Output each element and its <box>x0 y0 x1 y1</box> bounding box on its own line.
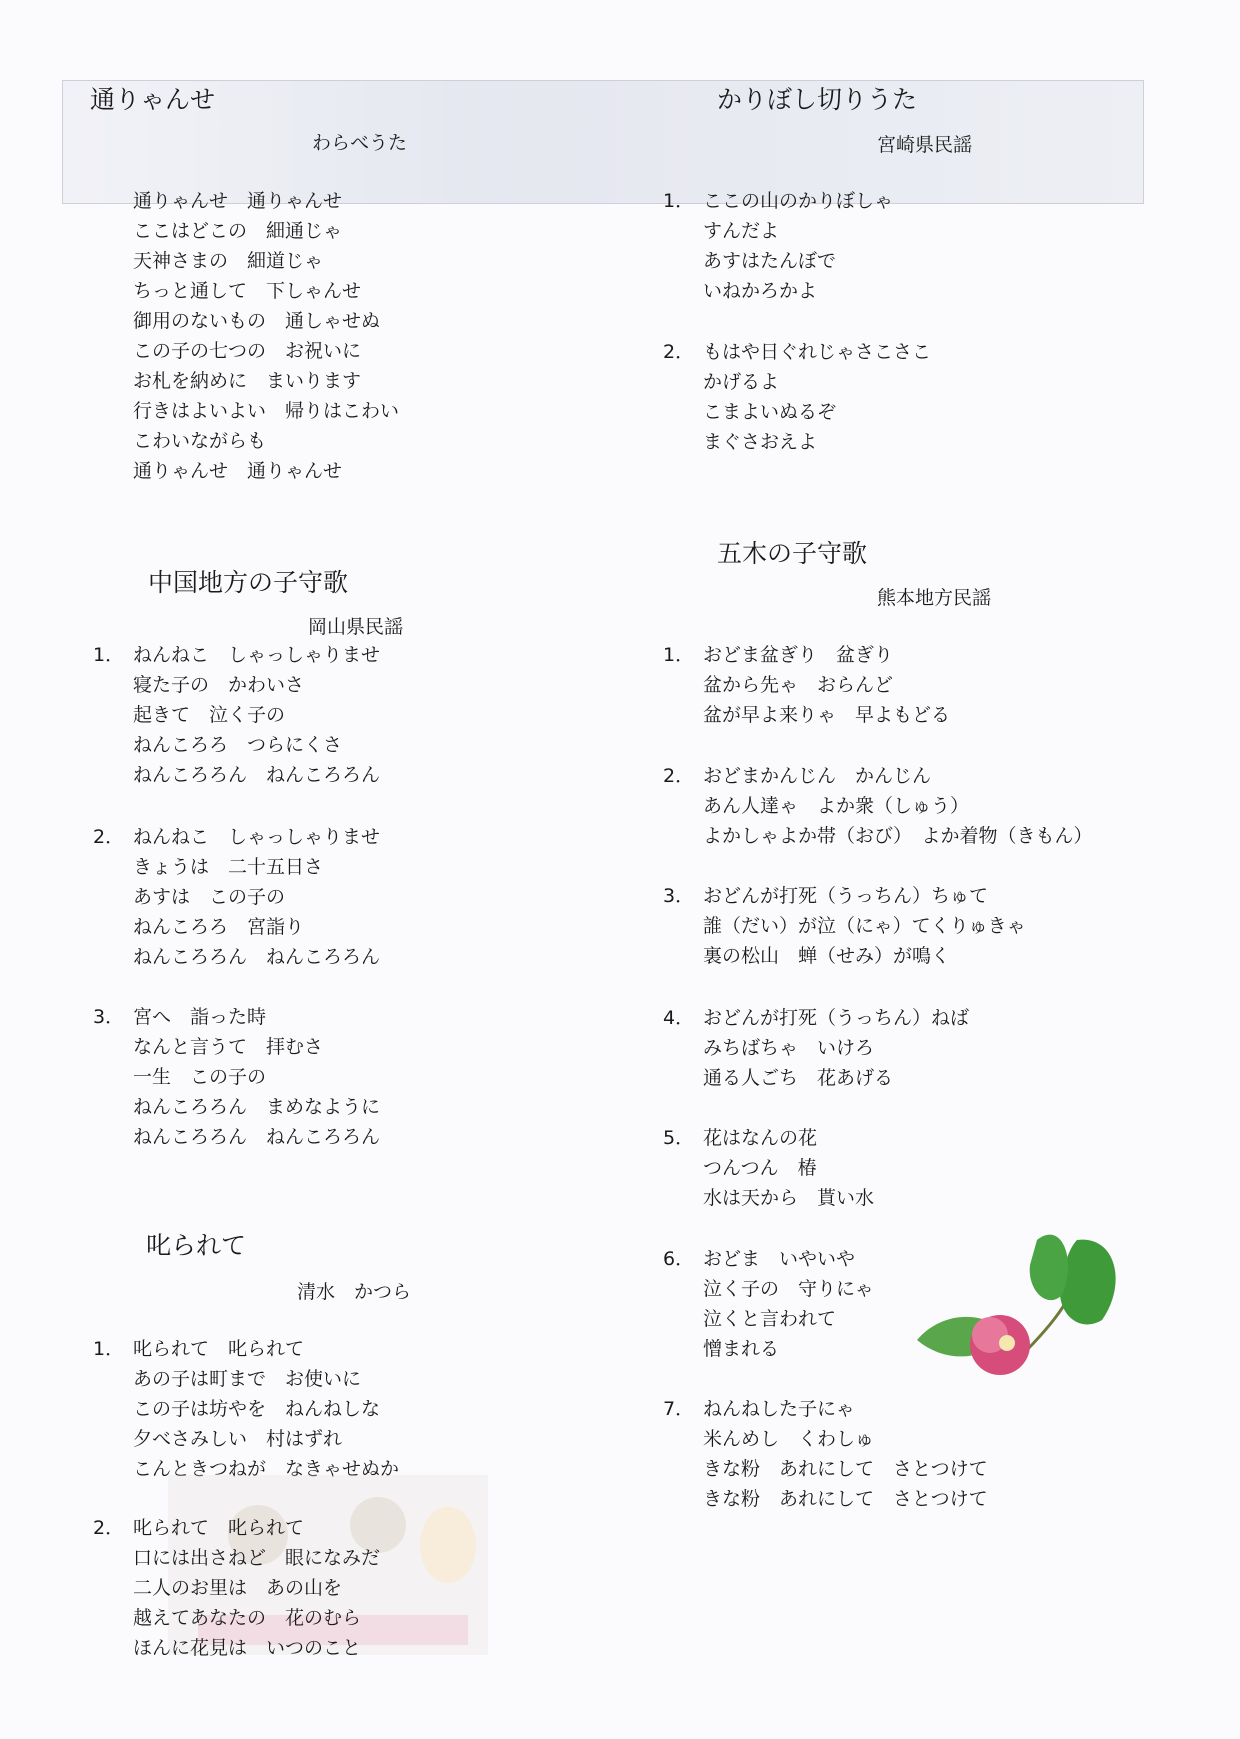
lyric-line: きな粉 あれにして さとつけて <box>703 1458 988 1480</box>
song-title-shikararete: 叱られて <box>146 1231 247 1260</box>
lyric-line: 二人のお里は あの山を <box>133 1577 343 1599</box>
verse-number: 1． <box>663 190 695 212</box>
verse-number: 2． <box>663 341 695 363</box>
lyric-line: きょうは 二十五日さ <box>133 856 324 878</box>
verse-itsuki-5 <box>663 1123 874 1213</box>
verse-number: 2． <box>663 765 695 787</box>
song-author-kariboshi: 宮崎県民謡 <box>877 134 973 156</box>
lyric-line: ねんころろん ねんころろん <box>133 764 381 786</box>
verse-number: 6． <box>663 1248 695 1270</box>
verse-chugoku-2 <box>93 822 380 972</box>
lyric-line: 行きはよいよい 帰りはこわい <box>133 400 400 422</box>
lyric-line: こまよいぬるぞ <box>703 401 837 423</box>
lyric-line: 通りゃんせ 通りゃんせ <box>133 190 343 212</box>
lyric-line: いねかろかよ <box>703 280 818 302</box>
lyric-line: こんときつねが なきゃせぬか <box>133 1458 400 1480</box>
lyric-line: もはや日ぐれじゃさこさこ <box>703 341 932 363</box>
lyric-line: ねんねこ しゃっしゃりませ <box>133 826 381 848</box>
song-author-toryanse: わらべうた <box>312 132 408 154</box>
lyric-line: ねんころろん ねんころろん <box>133 946 381 968</box>
verse-number: 3． <box>93 1006 125 1028</box>
lyric-line: 宮へ 詣った時 <box>133 1006 267 1028</box>
lyric-line: ねんねこ しゃっしゃりませ <box>133 644 381 666</box>
song-author-chugoku: 岡山県民謡 <box>308 616 404 638</box>
lyric-line: ちっと通して 下しゃんせ <box>133 280 362 302</box>
lyric-line: 花はなんの花 <box>703 1127 818 1149</box>
lyric-line: 天神さまの 細道じゃ <box>133 250 324 272</box>
lyric-line: よかしゃよか帯（おび） よか着物（きもん） <box>703 825 1093 847</box>
lyric-line: おどんが打死（うっちん）ちゅて <box>703 885 989 907</box>
lyric-line: あん人達ゃ よか衆（しゅう） <box>703 795 970 817</box>
verse-number: 7． <box>663 1398 695 1420</box>
lyric-line: 憎まれる <box>703 1338 780 1360</box>
song-title-toryanse: 通りゃんせ <box>90 85 216 114</box>
lyric-line: あの子は町まで お使いに <box>133 1368 362 1390</box>
lyric-line: ねんころろん まめなように <box>133 1096 381 1118</box>
lyric-line: この子は坊やを ねんねしな <box>133 1398 381 1420</box>
lyric-line: 寝た子の かわいさ <box>133 674 305 696</box>
lyric-line: まぐさおえよ <box>703 431 818 453</box>
verse-kariboshi-2 <box>663 337 931 457</box>
lyrics-toryanse <box>133 186 399 486</box>
lyric-line: この子の七つの お祝いに <box>133 340 362 362</box>
verse-number: 4． <box>663 1007 695 1029</box>
lyric-line: 通る人ごち 花あげる <box>703 1067 894 1089</box>
lyric-line: あすはたんぼで <box>703 250 837 272</box>
verse-number: 5． <box>663 1127 695 1149</box>
verse-chugoku-3 <box>93 1002 380 1152</box>
lyric-line: 泣く子の 守りにゃ <box>703 1278 874 1300</box>
lyric-line: おどま盆ぎり 盆ぎり <box>703 644 894 666</box>
lyric-line: ここはどこの 細通じゃ <box>133 220 343 242</box>
verse-itsuki-6 <box>663 1244 874 1364</box>
song-title-kariboshi: かりぼし切りうた <box>717 85 918 114</box>
lyric-line: 誰（だい）が泣（にゃ）てくりゅきゃ <box>703 915 1026 937</box>
lyric-line: 盆から先ゃ おらんど <box>703 674 894 696</box>
lyric-line: かげるよ <box>703 371 780 393</box>
song-author-shikararete: 清水 かつら <box>297 1281 412 1303</box>
lyric-line: ねんころろ つらにくさ <box>133 734 343 756</box>
verse-itsuki-3 <box>663 881 1026 971</box>
song-title-itsuki: 五木の子守歌 <box>717 539 868 568</box>
lyric-line: あすは この子の <box>133 886 286 908</box>
verse-itsuki-2 <box>663 761 1093 851</box>
lyric-line: ほんに花見は いつのこと <box>133 1637 362 1659</box>
lyric-line: なんと言うて 拝むさ <box>133 1036 324 1058</box>
lyric-line: 越えてあなたの 花のむら <box>133 1607 362 1629</box>
verse-itsuki-4 <box>663 1003 969 1093</box>
lyric-line: お札を納めに まいります <box>133 370 362 392</box>
verse-number: 1． <box>93 644 125 666</box>
lyric-line: ねんころろ 宮詣り <box>133 916 305 938</box>
lyric-line: 水は天から 貰い水 <box>703 1187 875 1209</box>
lyric-line: すんだよ <box>703 220 780 242</box>
lyric-line: こわいながらも <box>133 430 267 452</box>
lyric-line: きな粉 あれにして さとつけて <box>703 1488 988 1510</box>
lyric-line: おどま いやいや <box>703 1248 856 1270</box>
verse-itsuki-1 <box>663 640 950 730</box>
lyric-line: 夕べさみしい 村はずれ <box>133 1428 343 1450</box>
verse-itsuki-7 <box>663 1394 988 1514</box>
lyric-line: 泣くと言われて <box>703 1308 837 1330</box>
lyric-line: 一生 この子の <box>133 1066 267 1088</box>
verse-chugoku-1 <box>93 640 380 790</box>
lyric-line: ねんころろん ねんころろん <box>133 1126 381 1148</box>
lyric-line: 口には出さねど 眼になみだ <box>133 1547 381 1569</box>
lyric-line: 裏の松山 蝉（せみ）が鳴く <box>703 945 951 967</box>
lyric-line: 叱られて 叱られて <box>133 1517 305 1539</box>
lyric-line: 盆が早よ来りゃ 早よもどる <box>703 704 951 726</box>
lyric-line: みちばちゃ いけろ <box>703 1037 875 1059</box>
lyric-line: つんつん 椿 <box>703 1157 817 1179</box>
verse-number: 1． <box>93 1338 125 1360</box>
verse-shikararete-1 <box>93 1334 399 1484</box>
lyric-line: ねんねした子にゃ <box>703 1398 855 1420</box>
lyric-line: ここの山のかりぼしゃ <box>703 190 894 212</box>
verse-number: 3． <box>663 885 695 907</box>
verse-kariboshi-1 <box>663 186 893 306</box>
verse-number: 2． <box>93 1517 125 1539</box>
camellia-flower-icon <box>912 1215 1127 1395</box>
lyric-line: 米んめし くわしゅ <box>703 1428 875 1450</box>
song-title-chugoku: 中国地方の子守歌 <box>148 568 349 597</box>
verse-number: 1． <box>663 644 695 666</box>
lyric-line: おどんが打死（うっちん）ねば <box>703 1007 970 1029</box>
lyric-line: 通りゃんせ 通りゃんせ <box>133 460 343 482</box>
verse-shikararete-2 <box>93 1513 380 1663</box>
lyric-line: 御用のないもの 通しゃせぬ <box>133 310 381 332</box>
verse-number: 2． <box>93 826 125 848</box>
lyric-line: 叱られて 叱られて <box>133 1338 305 1360</box>
lyric-line: 起きて 泣く子の <box>133 704 286 726</box>
song-author-itsuki: 熊本地方民謡 <box>877 587 992 609</box>
lyric-line: おどまかんじん かんじん <box>703 765 932 787</box>
